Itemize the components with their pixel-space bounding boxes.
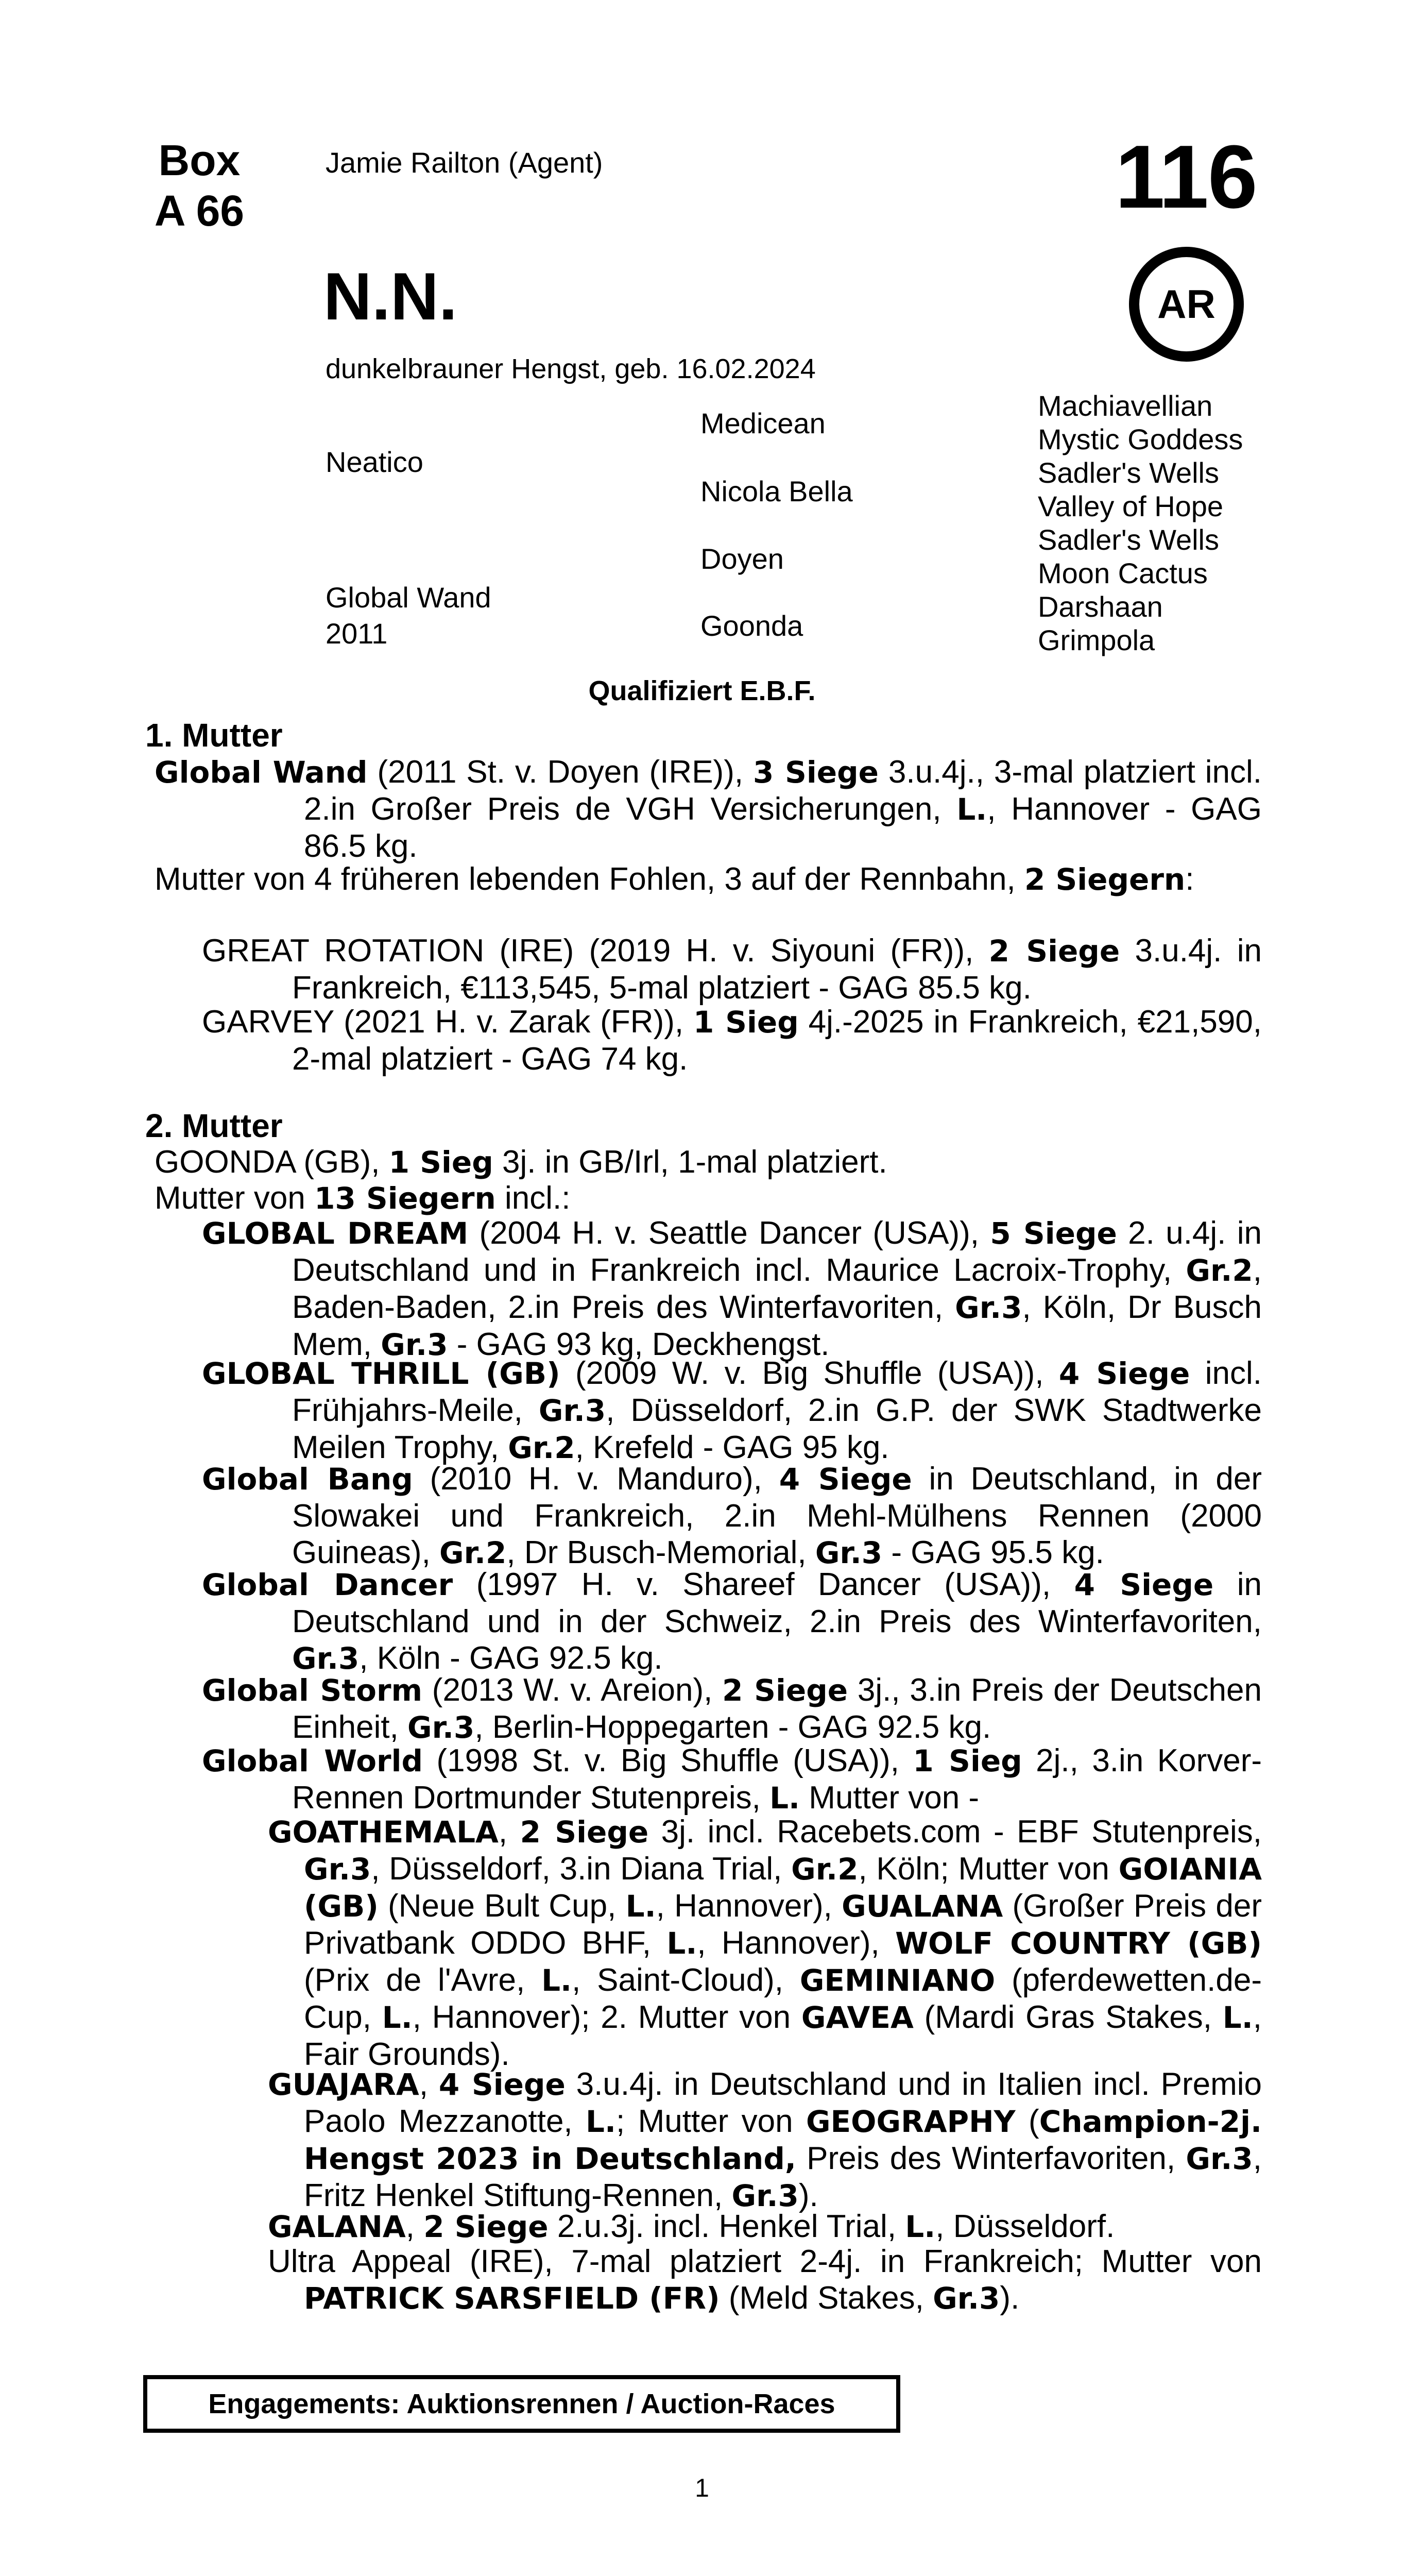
- text: ).: [1000, 2280, 1020, 2316]
- text: - GAG 93 kg, Deckhengst.: [448, 1327, 830, 1362]
- sibling-name: Global Bang: [202, 1462, 413, 1497]
- granddam-line: [155, 1144, 1262, 1181]
- box-label: [135, 135, 264, 236]
- text: , Köln - GAG 92.5 kg.: [359, 1640, 663, 1676]
- text: , Düsseldorf, 3.in Diana Trial,: [371, 1851, 792, 1887]
- text: (: [1015, 2104, 1039, 2139]
- sibling-name: Global Storm: [202, 1673, 423, 1708]
- sibling-name: GALANA: [268, 2209, 406, 2244]
- progeny-name: GEMINIANO: [799, 1963, 996, 1998]
- text: , Dr Busch-Memorial,: [506, 1535, 815, 1570]
- group-badge: Gr.3: [304, 1852, 371, 1887]
- text: ; Mutter von: [616, 2104, 806, 2139]
- group-badge: Gr.3: [538, 1393, 606, 1428]
- engagements-label: Engagements: Auktionsrennen / Auction-Races: [208, 2388, 835, 2419]
- text: in Deutschland, in der Slowakei und Frankreich, 2.in Mehl-Mülhens Rennen (2000 Guineas),: [292, 1461, 1262, 1570]
- sibling-name: Global Dancer: [202, 1567, 453, 1602]
- text: 3.u.4j. in Frankreich, €113,545, 5-mal platziert - GAG 85.5 kg.: [292, 933, 1262, 1006]
- sibling-name: GLOBAL THRILL (GB): [202, 1356, 560, 1391]
- granddam-winners-line: [155, 1180, 1262, 1217]
- wins-count: 2 Siege: [722, 1673, 848, 1708]
- group-badge: Gr.2: [439, 1535, 507, 1570]
- lot-number: 116: [1115, 126, 1257, 227]
- text: (Großer Preis der Privatbank ODDO BHF,: [304, 1888, 1262, 1961]
- pedigree-gen3-4: Valley of Hope: [1038, 490, 1224, 522]
- text: Mutter von: [155, 1180, 315, 1216]
- listed-badge: L.: [382, 2000, 413, 2035]
- text: Mutter von -: [800, 1780, 980, 1816]
- listed-badge: L.: [905, 2209, 936, 2244]
- mother2-heading: 2. Mutter: [145, 1107, 283, 1144]
- daughter-goathemala: [268, 1814, 1262, 2073]
- text: (Mardi Gras Stakes,: [913, 1999, 1223, 2035]
- text: (pferdewetten.de-Cup,: [304, 1962, 1262, 2035]
- text: , Saint-Cloud),: [572, 1962, 800, 1998]
- wins-count: 4 Siege: [438, 2067, 566, 2102]
- wins-count: 5 Siege: [990, 1216, 1117, 1251]
- progeny-name: GAVEA: [801, 2000, 914, 2035]
- text: 2.u.3j. incl. Henkel Trial,: [548, 2209, 905, 2244]
- listed-badge: L.: [586, 2104, 616, 2139]
- group-badge: Gr.3: [381, 1327, 448, 1362]
- text: 3.u.4j., 3-mal platziert incl. 2.in Großer Preis de VGH Versicherungen,: [304, 754, 1262, 827]
- text: incl. Frühjahrs-Meile,: [292, 1355, 1262, 1428]
- sibling-name: Global World: [202, 1743, 423, 1778]
- wins-count: 2 Siege: [988, 934, 1120, 969]
- daughter-galana: [268, 2208, 1262, 2245]
- pedigree-gen3-6: Moon Cactus: [1038, 557, 1208, 589]
- wins-count: 4 Siege: [779, 1462, 912, 1497]
- horse-name: N.N.: [323, 259, 457, 334]
- qualified-note: Qualifiziert E.B.F.: [588, 675, 816, 706]
- text: 3j., 3.in Preis der Deutschen Einheit,: [292, 1672, 1262, 1745]
- pedigree-gen3-8: Grimpola: [1038, 624, 1155, 656]
- text: 2. u.4j. in Deutschland und in Frankreich incl. Maurice Lacroix-Trophy,: [292, 1215, 1262, 1288]
- wins-count: 1 Sieg: [388, 1145, 493, 1180]
- text: (2021 H. v. Zarak (FR)),: [334, 1004, 693, 1040]
- text: (1997 H. v. Shareef Dancer (USA)),: [453, 1567, 1074, 1602]
- group-badge: Gr.3: [731, 2178, 799, 2213]
- text: , Düsseldorf, 2.in G.P. der SWK Stadtwerke Meilen Trophy,: [292, 1393, 1262, 1465]
- pedigree-gen3-3: Sadler's Wells: [1038, 456, 1219, 489]
- wins-count: 1 Sieg: [913, 1743, 1022, 1778]
- text: , Krefeld - GAG 95 kg.: [575, 1430, 889, 1465]
- daughter-guajara: [268, 2066, 1262, 2214]
- pedigree-gen3-7: Darshaan: [1038, 590, 1163, 623]
- pedigree-gen3-1: Machiavellian: [1038, 389, 1213, 422]
- wins-count: 4 Siege: [1058, 1356, 1190, 1391]
- text: , Berlin-Hoppegarten - GAG 92.5 kg.: [474, 1709, 991, 1745]
- progeny-name: WOLF COUNTRY (GB): [895, 1926, 1262, 1961]
- group-badge: Gr.2: [1186, 1253, 1253, 1288]
- text: (Neue Bult Cup,: [378, 1888, 626, 1924]
- group-badge: Gr.2: [791, 1852, 859, 1887]
- text: (2013 W. v. Areion),: [422, 1672, 723, 1708]
- text: , Hannover),: [656, 1888, 842, 1924]
- group-badge: Gr.3: [292, 1641, 359, 1676]
- text: ,: [498, 1814, 520, 1850]
- page-number: 1: [695, 2473, 709, 2502]
- sibling-name: GUAJARA: [268, 2067, 419, 2102]
- box-label-line1: Box: [158, 136, 241, 184]
- sibling-name: GOATHEMALA: [268, 1815, 499, 1850]
- listed-badge: L.: [956, 792, 987, 827]
- wins-count: 2 Siege: [423, 2209, 549, 2244]
- listed-badge: L.: [1222, 2000, 1253, 2035]
- sibling-name: GLOBAL DREAM: [202, 1216, 469, 1251]
- text: - GAG 95.5 kg.: [882, 1535, 1104, 1570]
- listed-badge: L.: [769, 1781, 800, 1816]
- dam-name: Global Wand: [155, 755, 368, 790]
- listed-badge: L.: [541, 1963, 572, 1998]
- text: (2019 H. v. Siyouni (FR)),: [574, 933, 989, 969]
- pedigree-gen3: [1038, 389, 1243, 657]
- sibling-global-dream: [202, 1215, 1262, 1363]
- mother1-heading: 1. Mutter: [145, 717, 283, 754]
- text: , Hannover - GAG 86.5 kg.: [304, 791, 1262, 864]
- sibling-global-storm: [202, 1672, 1262, 1746]
- text: (Meld Stakes,: [720, 2280, 933, 2316]
- agent-name: Jamie Railton (Agent): [326, 146, 603, 179]
- text: :: [1185, 861, 1194, 897]
- text: Ultra Appeal (IRE), 7-mal platziert 2-4j. in Frankreich; Mutter von: [268, 2244, 1262, 2279]
- group-badge: Gr.3: [407, 1710, 475, 1745]
- winners-count: 13 Siegern: [314, 1181, 496, 1216]
- text: , Köln, Dr Busch Mem,: [292, 1290, 1262, 1362]
- ar-badge: [1129, 247, 1244, 362]
- text: , Hannover); 2. Mutter von: [412, 1999, 801, 2035]
- text: incl.:: [495, 1180, 571, 1216]
- horse-description: dunkelbrauner Hengst, geb. 16.02.2024: [326, 353, 816, 384]
- offspring-great-rotation: [202, 933, 1262, 1006]
- text: ,: [405, 2209, 424, 2244]
- pedigree-gen3-2: Mystic Goddess: [1038, 423, 1243, 455]
- pedigree-gen2-4: Goonda: [700, 609, 803, 642]
- sibling-global-world: [202, 1742, 1262, 1817]
- text: Preis des Winterfavoriten,: [796, 2141, 1186, 2176]
- pedigree-sire: Neatico: [326, 446, 423, 478]
- text: , Köln; Mutter von: [858, 1851, 1119, 1887]
- text: in Deutschland und in der Schweiz, 2.in Preis des Winterfavoriten,: [292, 1567, 1262, 1639]
- text: (2010 H. v. Manduro),: [413, 1461, 779, 1497]
- text: ).: [798, 2178, 818, 2213]
- progeny-name: GUALANA: [842, 1889, 1003, 1924]
- text: GOONDA (GB),: [155, 1144, 389, 1180]
- engagements-box: [143, 2375, 900, 2433]
- text: , Fair Grounds).: [304, 1999, 1262, 2072]
- mother1-foals: [155, 861, 1262, 898]
- sibling-global-dancer: [202, 1566, 1262, 1677]
- text: 3.u.4j. in Deutschland und in Italien incl. Premio Paolo Mezzanotte,: [304, 2066, 1262, 2139]
- text: (2004 H. v. Seattle Dancer (USA)),: [468, 1215, 990, 1251]
- group-badge: Gr.3: [933, 2281, 1000, 2316]
- pedigree-gen3-5: Sadler's Wells: [1038, 523, 1219, 556]
- text: 3j. incl. Racebets.com - EBF Stutenpreis,: [648, 1814, 1262, 1850]
- text: 4j.-2025 in Frankreich, €21,590, 2-mal platziert - GAG 74 kg.: [292, 1004, 1262, 1077]
- champion-title: Champion-2j. Hengst 2023 in Deutschland,: [304, 2104, 1262, 2176]
- pedigree-gen2-1: Medicean: [700, 407, 826, 439]
- box-label-line2: A 66: [154, 187, 245, 235]
- daughter-ultra-appeal: [268, 2243, 1262, 2317]
- mother1-record: [155, 754, 1262, 865]
- offspring-name: GARVEY: [202, 1004, 334, 1040]
- listed-badge: L.: [625, 1889, 656, 1924]
- text: 3j. in GB/Irl, 1-mal platziert.: [493, 1144, 887, 1180]
- pedigree-dam-year: 2011: [326, 617, 388, 650]
- progeny-name: GOIANIA (GB): [304, 1852, 1262, 1924]
- pedigree-gen2-3: Doyen: [700, 543, 784, 575]
- progeny-name: GEOGRAPHY: [806, 2104, 1016, 2139]
- text: , Düsseldorf.: [935, 2209, 1115, 2244]
- ar-badge-label: AR: [1157, 281, 1215, 327]
- text: (2009 W. v. Big Shuffle (USA)),: [560, 1355, 1059, 1391]
- pedigree-gen2-2: Nicola Bella: [700, 475, 853, 507]
- group-badge: Gr.3: [955, 1290, 1022, 1325]
- sibling-global-thrill: [202, 1355, 1262, 1466]
- wins-count: 4 Siege: [1074, 1567, 1214, 1602]
- offspring-garvey: [202, 1004, 1262, 1077]
- group-badge: Gr.3: [815, 1535, 883, 1570]
- winners-count: 2 Siegern: [1024, 862, 1186, 897]
- wins-count: 3 Siege: [752, 755, 879, 790]
- progeny-name: PATRICK SARSFIELD (FR): [304, 2281, 720, 2316]
- wins-count: 2 Siege: [520, 1815, 649, 1850]
- offspring-name: GREAT ROTATION (IRE): [202, 933, 574, 969]
- text: (Prix de l'Avre,: [304, 1962, 542, 1998]
- wins-count: 1 Sieg: [693, 1005, 799, 1040]
- text: , Baden-Baden, 2.in Preis des Winterfavoriten,: [292, 1252, 1262, 1325]
- text: 2j., 3.in Korver-Rennen Dortmunder Stutenpreis,: [292, 1743, 1262, 1816]
- pedigree-dam: Global Wand: [326, 581, 491, 614]
- group-badge: Gr.2: [508, 1430, 575, 1465]
- listed-badge: L.: [666, 1926, 697, 1961]
- text: Mutter von 4 früheren lebenden Fohlen, 3 auf der Rennbahn,: [155, 861, 1024, 897]
- group-badge: Gr.3: [1186, 2141, 1253, 2176]
- text: , Fritz Henkel Stiftung-Rennen,: [304, 2141, 1262, 2213]
- text: (2011 St. v. Doyen (IRE)),: [367, 754, 753, 790]
- text: ,: [419, 2066, 439, 2102]
- sibling-global-bang: [202, 1461, 1262, 1571]
- text: (1998 St. v. Big Shuffle (USA)),: [423, 1743, 913, 1778]
- text: , Hannover),: [697, 1925, 896, 1961]
